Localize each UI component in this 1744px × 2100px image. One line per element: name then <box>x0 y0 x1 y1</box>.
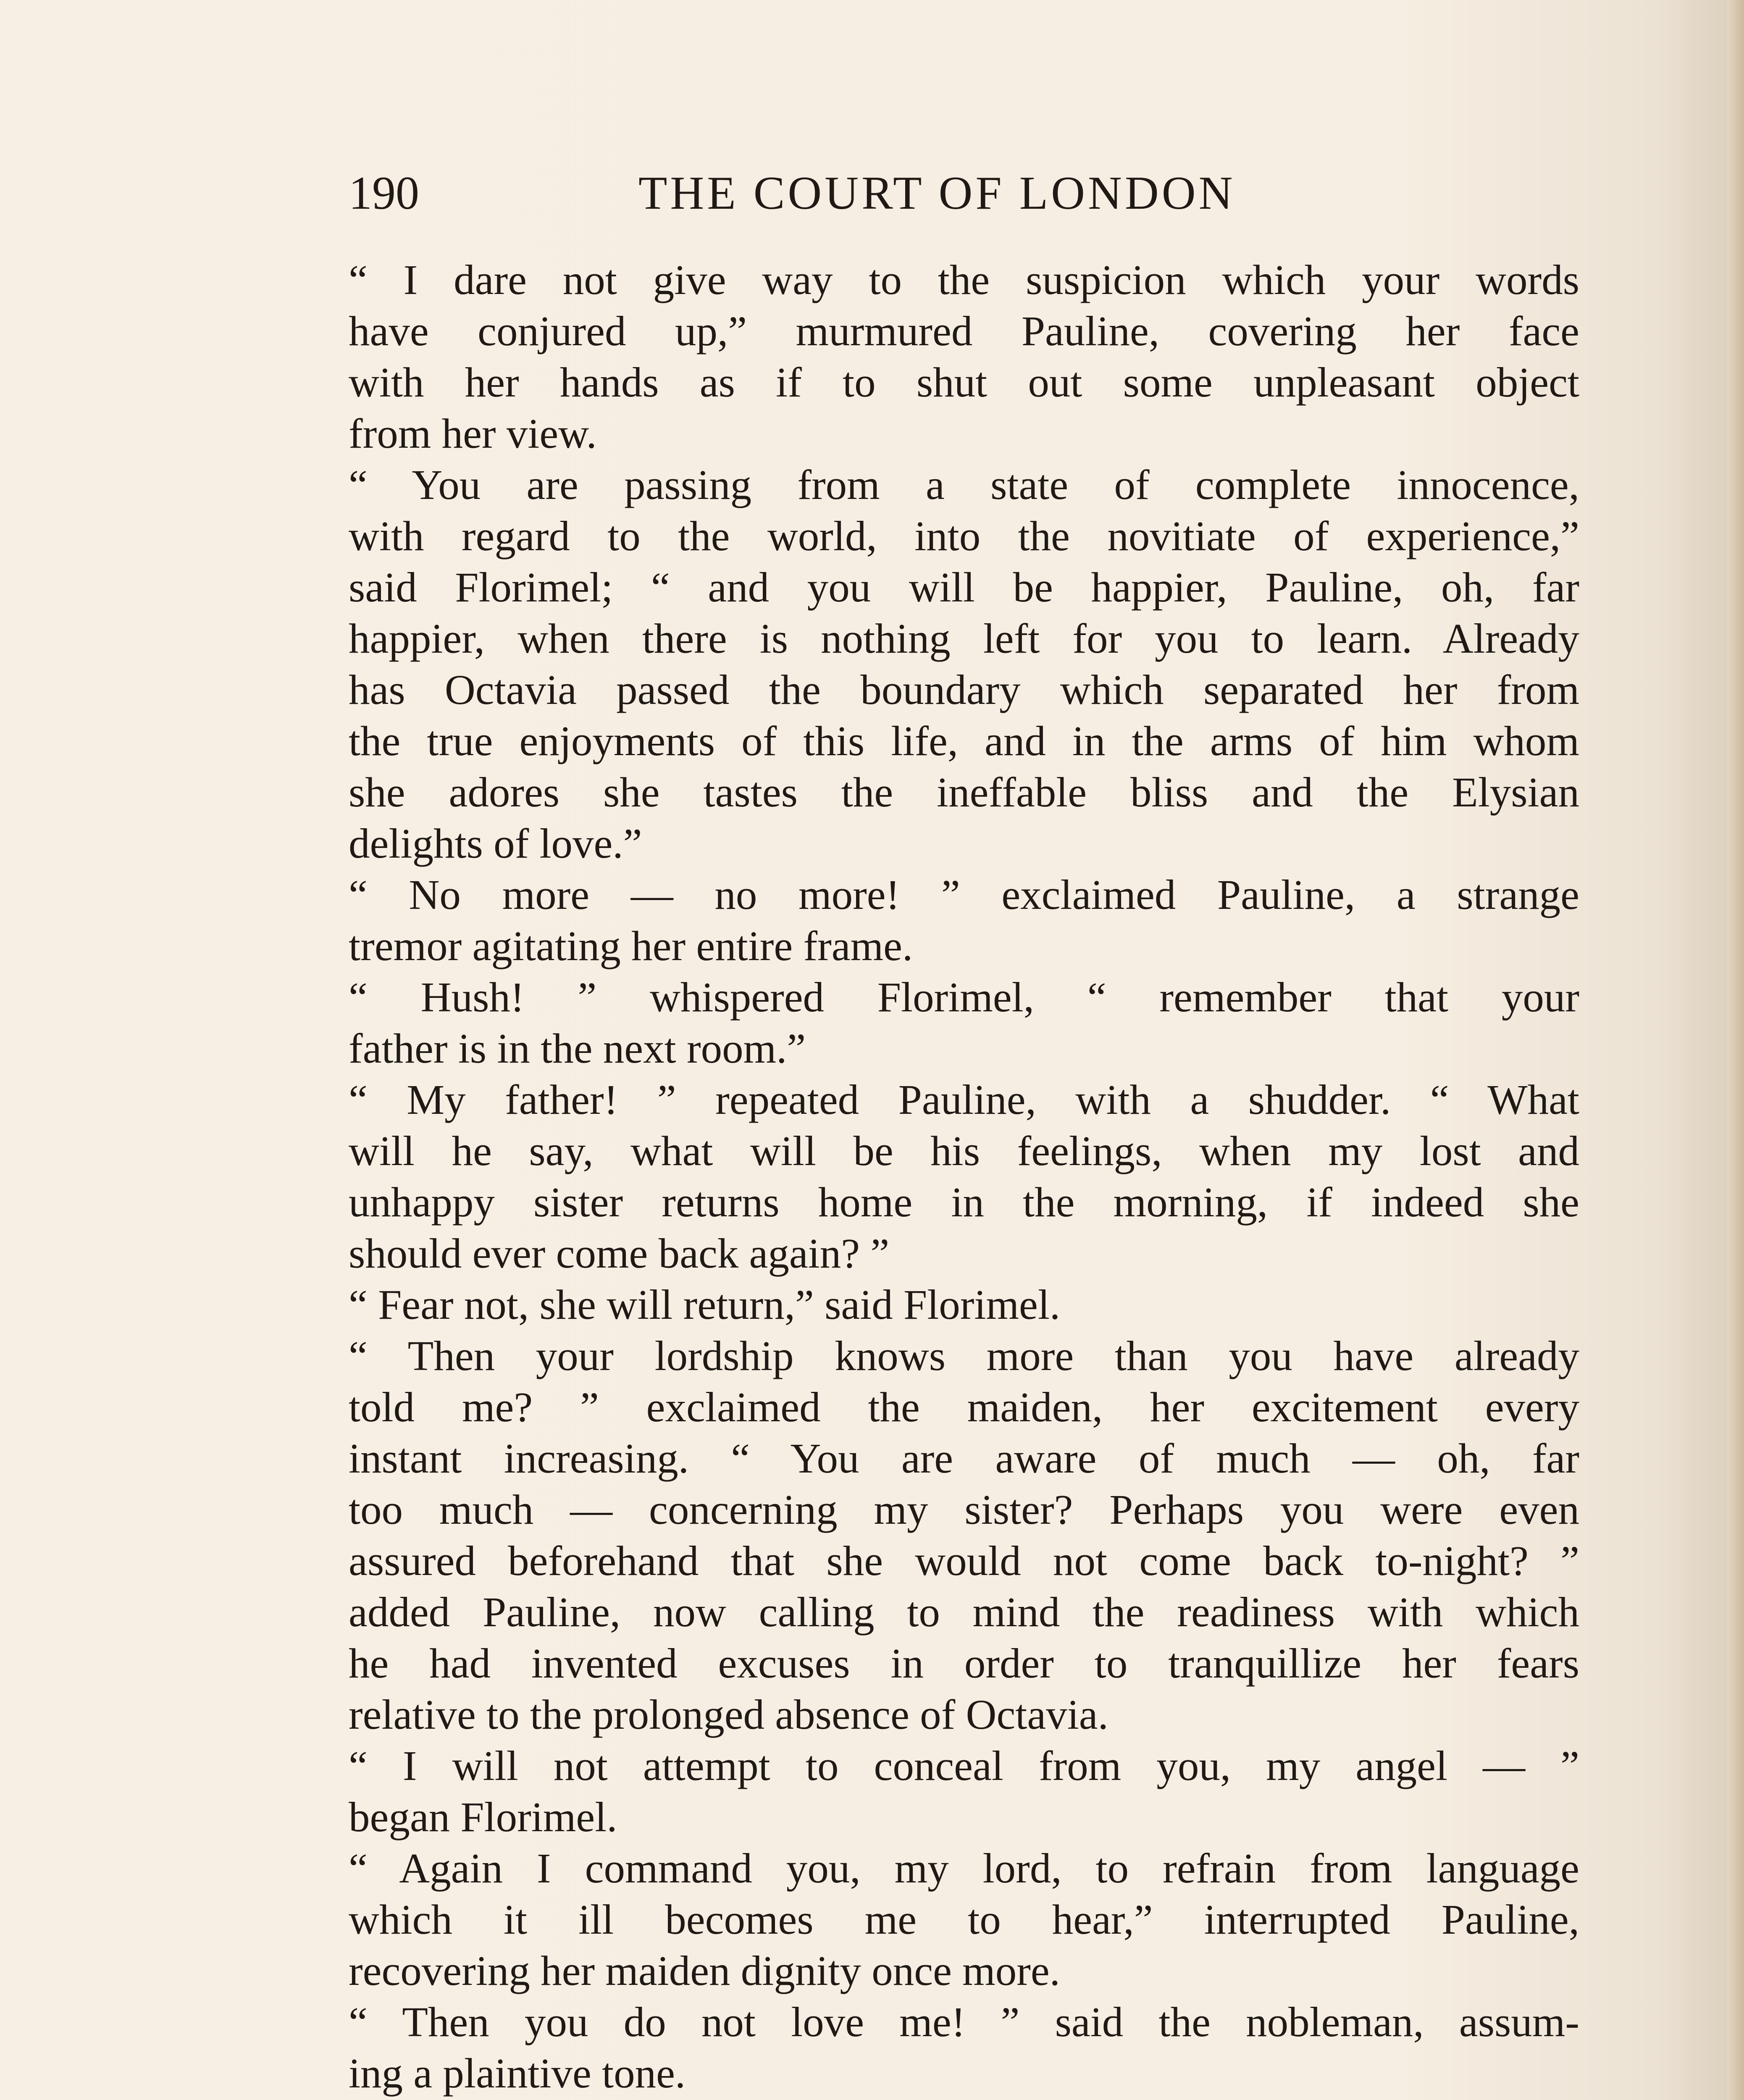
text-line: “ Again I command you, my lord, to refrain from language <box>349 1845 1579 1892</box>
text-line: “ Hush! ” whispered Florimel, “ remember that your <box>349 974 1579 1021</box>
paragraph <box>349 1843 1579 1996</box>
text-line: instant increasing. “ You are aware of much — oh, far <box>349 1435 1579 1482</box>
text-line: “ Then your lordship knows more than you have already <box>349 1332 1579 1379</box>
paragraph <box>349 254 1579 459</box>
text-line: she adores she tastes the ineffable bliss and the Elysian <box>349 769 1579 816</box>
text-line: unhappy sister returns home in the morning, if indeed she <box>349 1179 1579 1226</box>
text-line: he had invented excuses in order to tranquillize her fears <box>349 1640 1579 1687</box>
text-line: with regard to the world, into the novitiate of experience,” <box>349 512 1579 559</box>
text-line: the true enjoyments of this life, and in the arms of him whom <box>349 717 1579 764</box>
text-line: from her view. <box>349 410 597 457</box>
paragraph <box>349 1330 1579 1740</box>
text-line: with her hands as if to shut out some unpleasant object <box>349 359 1579 406</box>
text-line: “ I will not attempt to conceal from you, my angel — ” <box>349 1742 1579 1789</box>
paragraph <box>349 1996 1579 2099</box>
text-line: father is in the next room.” <box>349 1025 806 1072</box>
text-line: “ Then you do not love me! ” said the nobleman, assum- <box>349 1998 1579 2045</box>
paragraph <box>349 1279 1579 1330</box>
text-line: ing a plaintive tone. <box>349 2050 686 2097</box>
page-edge-shadow <box>1727 0 1744 2100</box>
page-number: 190 <box>349 167 419 219</box>
text-line: relative to the prolonged absence of Octavia. <box>349 1691 1108 1738</box>
text-line: “ You are passing from a state of complete innocence, <box>349 461 1579 508</box>
running-title: THE COURT OF LONDON <box>638 167 1236 219</box>
text-line: should ever come back again? ” <box>349 1230 890 1277</box>
text-line: tremor agitating her entire frame. <box>349 922 913 969</box>
text-line: delights of love.” <box>349 820 642 867</box>
text-line: “ Fear not, she will return,” said Florimel. <box>349 1281 1061 1328</box>
text-line: will he say, what will be his feelings, when my lost and <box>349 1127 1579 1174</box>
text-line: recovering her maiden dignity once more. <box>349 1947 1060 1994</box>
text-line: have conjured up,” murmured Pauline, covering her face <box>349 307 1579 354</box>
paragraph <box>349 1074 1579 1279</box>
text-line: too much — concerning my sister? Perhaps you were even <box>349 1486 1579 1533</box>
text-line: “ I dare not give way to the suspicion which your words <box>349 256 1579 303</box>
text-line: has Octavia passed the boundary which separated her from <box>349 666 1579 713</box>
text-line: “ My father! ” repeated Pauline, with a shudder. “ What <box>349 1076 1579 1123</box>
text-line: “ No more — no more! ” exclaimed Pauline, a strange <box>349 871 1579 918</box>
text-line: said Florimel; “ and you will be happier, Pauline, oh, far <box>349 564 1579 611</box>
text-line: happier, when there is nothing left for you to learn. Already <box>349 615 1579 662</box>
text-line: which it ill becomes me to hear,” interrupted Pauline, <box>349 1896 1579 1943</box>
paragraph <box>349 971 1579 1074</box>
paragraph <box>349 1740 1579 1843</box>
text-line: added Pauline, now calling to mind the readiness with which <box>349 1588 1579 1635</box>
running-head <box>349 162 1296 225</box>
paragraph <box>349 869 1579 971</box>
paragraph <box>349 459 1579 869</box>
text-line: assured beforehand that she would not come back to-night? ” <box>349 1537 1579 1584</box>
body-text <box>349 254 1579 2100</box>
text-line: told me? ” exclaimed the maiden, her excitement every <box>349 1383 1579 1431</box>
text-line: began Florimel. <box>349 1793 617 1840</box>
